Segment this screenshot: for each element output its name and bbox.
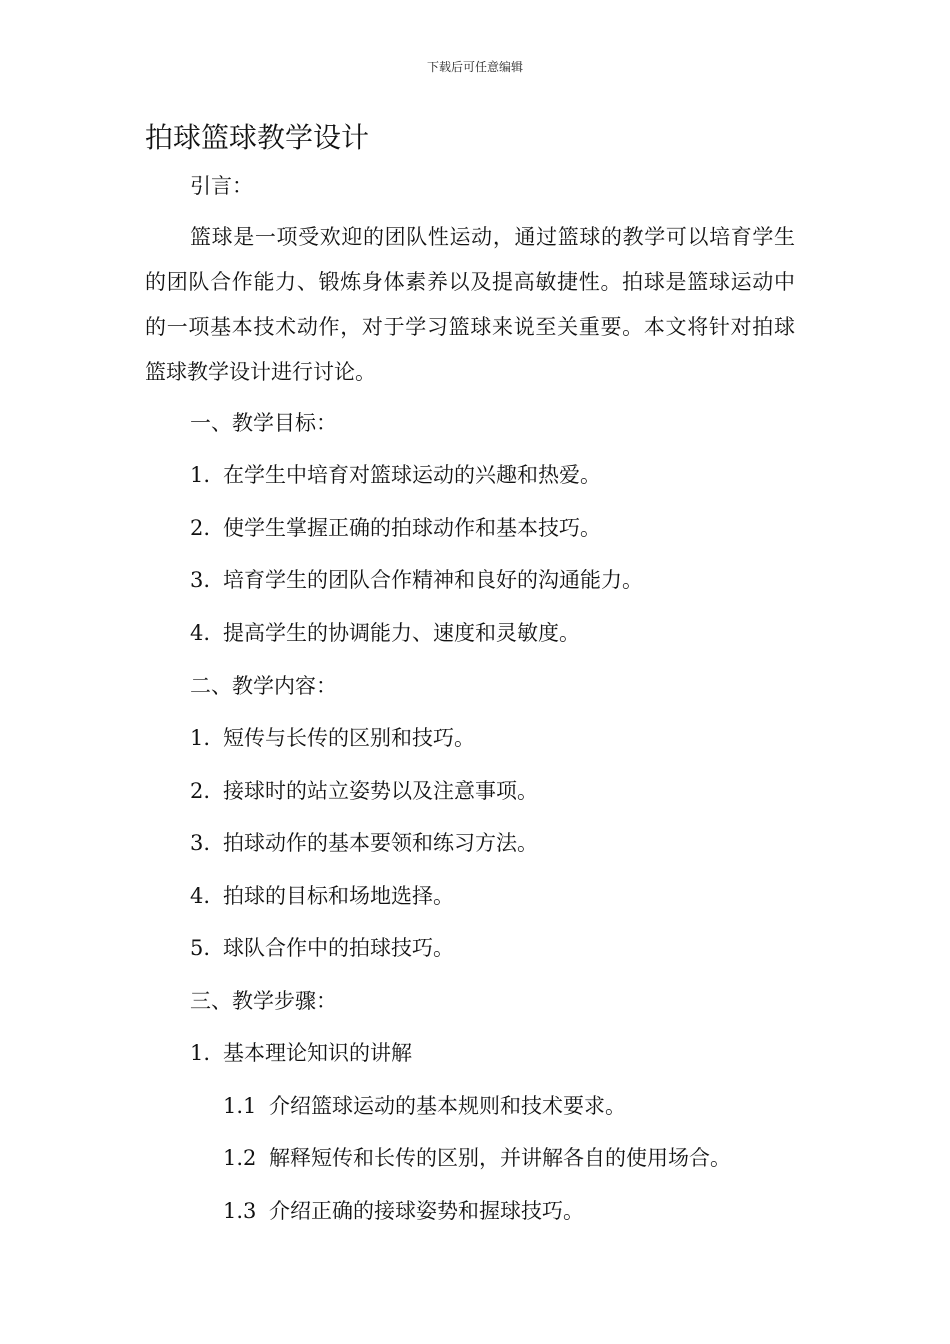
section-heading-goals: 一、教学目标： (190, 411, 337, 435)
list-item-text: 提高学生的协调能力、速度和灵敏度。 (223, 621, 580, 645)
list-item (190, 566, 643, 594)
list-item-text: 拍球动作的基本要领和练习方法。 (223, 831, 538, 855)
list-item-number: 1. (190, 726, 211, 750)
list-item-text: 球队合作中的拍球技巧。 (223, 936, 454, 960)
sub-list-item-number: 1.1 (223, 1094, 257, 1118)
list-item-text: 短传与长传的区别和技巧。 (223, 726, 475, 750)
list-item-number: 3. (190, 568, 211, 592)
list-item-text: 培育学生的团队合作精神和良好的沟通能力。 (223, 568, 643, 592)
list-item-text: 基本理论知识的讲解 (223, 1041, 412, 1065)
list-item-text: 在学生中培育对篮球运动的兴趣和热爱。 (223, 463, 601, 487)
list-item (190, 882, 454, 910)
list-item-number: 4. (190, 621, 211, 645)
list-item (190, 514, 601, 542)
page-title: 拍球篮球教学设计 (145, 121, 370, 154)
sub-list-item-text: 介绍正确的接球姿势和握球技巧。 (269, 1199, 584, 1223)
list-item-text: 使学生掌握正确的拍球动作和基本技巧。 (223, 516, 601, 540)
sub-list-item-number: 1.3 (223, 1199, 257, 1223)
list-item-text: 拍球的目标和场地选择。 (223, 884, 454, 908)
list-item (190, 619, 580, 647)
list-item-number: 1. (190, 463, 211, 487)
intro-label: 引言： (190, 174, 253, 198)
list-item-number: 2. (190, 516, 211, 540)
list-item (190, 777, 538, 805)
list-item-number: 5. (190, 936, 211, 960)
list-item-number: 2. (190, 779, 211, 803)
list-item-number: 1. (190, 1041, 211, 1065)
section-heading-content: 二、教学内容： (190, 674, 337, 698)
section-heading-steps: 三、教学步骤： (190, 989, 337, 1013)
sub-list-item (223, 1144, 731, 1172)
list-item (190, 724, 475, 752)
list-item (190, 829, 538, 857)
header-note: 下载后可任意编辑 (426, 60, 523, 74)
list-item (190, 461, 601, 489)
sub-list-item-text: 介绍篮球运动的基本规则和技术要求。 (269, 1094, 626, 1118)
sub-list-item-text: 解释短传和长传的区别，并讲解各自的使用场合。 (269, 1146, 731, 1170)
list-item-number: 3. (190, 831, 211, 855)
sub-list-item (223, 1197, 584, 1225)
sub-list-item-number: 1.2 (223, 1146, 257, 1170)
sub-list-item (223, 1092, 626, 1120)
list-item (190, 934, 454, 962)
list-item-number: 4. (190, 884, 211, 908)
list-item-text: 接球时的站立姿势以及注意事项。 (223, 779, 538, 803)
list-item (190, 1039, 412, 1067)
intro-paragraph: 篮球是一项受欢迎的团队性运动，通过篮球的教学可以培育学生的团队合作能力、锻炼身体素养以及提高敏捷性。拍球是篮球运动中的一项基本技术动作，对于学习篮球来说至关重要。本文将针对拍球篮球教学设计进行讨论。 (145, 225, 795, 384)
